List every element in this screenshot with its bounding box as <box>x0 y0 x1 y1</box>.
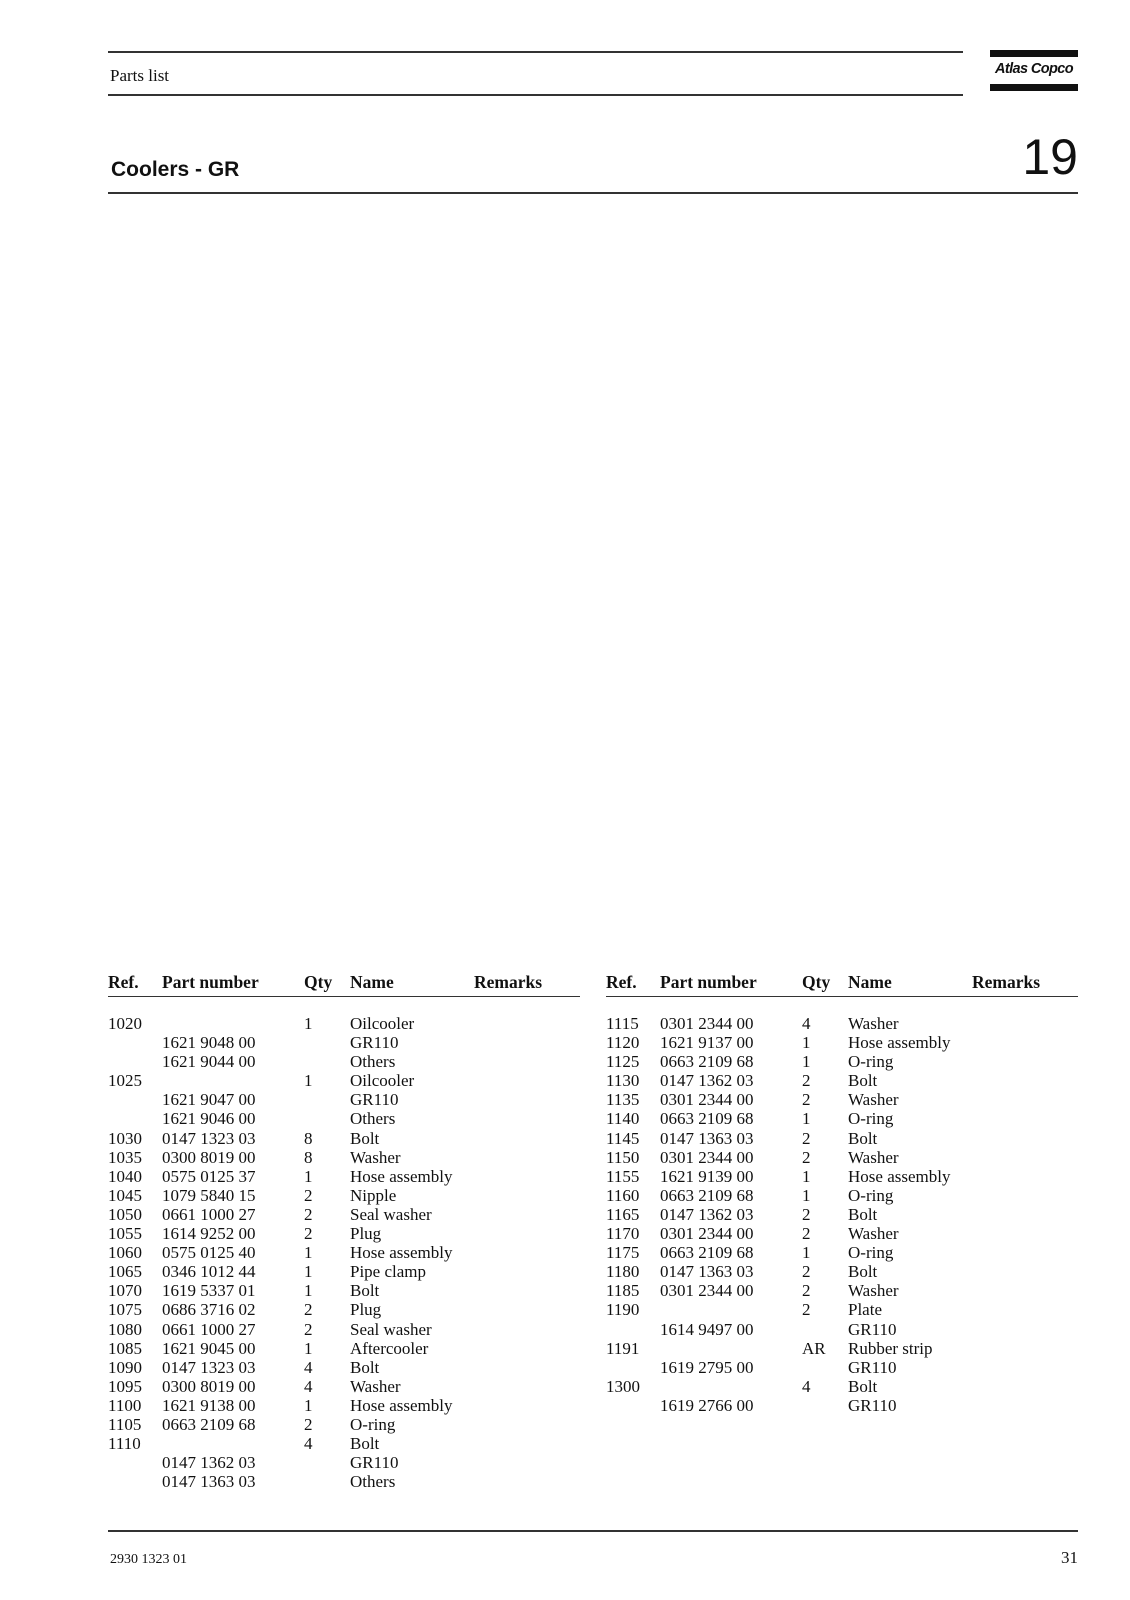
cell-ref: 1180 <box>606 1262 640 1282</box>
cell-qty: 1 <box>802 1185 811 1205</box>
cell-name: Seal washer <box>350 1319 432 1339</box>
title-rule <box>108 192 1078 194</box>
cell-part-number: 1621 9138 00 <box>162 1395 256 1415</box>
cell-name: Bolt <box>350 1357 380 1377</box>
table-row <box>606 1281 1078 1300</box>
table-row <box>606 1109 1078 1128</box>
cell-qty: 4 <box>304 1357 313 1377</box>
cell-part-number: 1621 9047 00 <box>162 1090 256 1110</box>
header-qty: Qty <box>802 972 831 992</box>
cell-qty: 1 <box>304 1395 313 1415</box>
cell-part-number: 0663 2109 68 <box>660 1185 754 1205</box>
cell-name: O-ring <box>848 1109 894 1129</box>
header-part-number: Part number <box>162 972 259 992</box>
cell-part-number: 0663 2109 68 <box>660 1109 754 1129</box>
cell-ref: 1040 <box>108 1166 142 1186</box>
cell-qty: 2 <box>304 1185 313 1205</box>
cell-name: Bolt <box>848 1376 878 1396</box>
cell-part-number: 1079 5840 15 <box>162 1185 256 1205</box>
cell-ref: 1020 <box>108 1014 142 1033</box>
cell-qty: 4 <box>802 1014 811 1033</box>
cell-part-number: 0147 1362 03 <box>660 1071 754 1091</box>
table-row <box>606 1377 1078 1396</box>
cell-qty: 2 <box>304 1300 313 1320</box>
cell-ref: 1110 <box>108 1434 141 1454</box>
table-row <box>108 1052 580 1071</box>
table-row <box>108 1033 580 1052</box>
cell-ref: 1100 <box>108 1395 142 1415</box>
table-row <box>108 1472 580 1491</box>
cell-name: Hose assembly <box>350 1243 453 1263</box>
cell-name: Washer <box>848 1224 899 1244</box>
table-row <box>606 1396 1078 1415</box>
cell-name: Hose assembly <box>350 1395 453 1415</box>
table-row <box>606 1014 1078 1033</box>
logo-wordmark: Atlas Copco <box>995 61 1073 77</box>
cell-ref: 1115 <box>606 1014 639 1033</box>
cell-ref: 1030 <box>108 1128 142 1148</box>
cell-name: Aftercooler <box>350 1338 429 1358</box>
table-row <box>108 1205 580 1224</box>
table-row <box>606 1339 1078 1358</box>
cell-part-number: 1621 9045 00 <box>162 1338 256 1358</box>
cell-qty: 2 <box>802 1090 811 1110</box>
cell-name: Washer <box>848 1090 899 1110</box>
cell-ref: 1120 <box>606 1033 640 1053</box>
cell-name: Bolt <box>350 1128 380 1148</box>
cell-part-number: 0147 1362 03 <box>162 1453 256 1473</box>
cell-qty: 2 <box>802 1128 811 1148</box>
cell-qty: 1 <box>802 1052 811 1072</box>
cell-name: Oilcooler <box>350 1071 415 1091</box>
cell-name: Washer <box>848 1147 899 1167</box>
chapter-number: 19 <box>1022 129 1078 185</box>
cell-part-number: 0147 1362 03 <box>660 1204 754 1224</box>
table-row <box>108 1071 580 1090</box>
cell-ref: 1055 <box>108 1224 142 1244</box>
cell-part-number: 1621 9046 00 <box>162 1109 256 1129</box>
cell-name: O-ring <box>350 1414 396 1434</box>
table-row <box>108 1014 580 1033</box>
cell-name: GR110 <box>350 1453 399 1473</box>
table-row <box>108 1186 580 1205</box>
cell-qty: 4 <box>304 1434 313 1454</box>
table-row <box>108 1453 580 1472</box>
cell-ref: 1050 <box>108 1204 142 1224</box>
cell-name: O-ring <box>848 1052 894 1072</box>
cell-qty: 1 <box>304 1243 313 1263</box>
cell-qty: 8 <box>304 1128 313 1148</box>
cell-name: Hose assembly <box>848 1033 951 1053</box>
cell-qty: 2 <box>304 1204 313 1224</box>
cell-name: Hose assembly <box>350 1166 453 1186</box>
cell-ref: 1045 <box>108 1185 142 1205</box>
cell-part-number: 0301 2344 00 <box>660 1147 754 1167</box>
cell-qty: 2 <box>802 1262 811 1282</box>
cell-name: Others <box>350 1109 396 1129</box>
footer-rule <box>108 1530 1078 1532</box>
table-row <box>108 1358 580 1377</box>
cell-part-number: 1619 5337 01 <box>162 1281 256 1301</box>
table-row <box>606 1033 1078 1052</box>
cell-name: Bolt <box>848 1071 878 1091</box>
cell-qty: 1 <box>802 1033 811 1053</box>
cell-name: Plug <box>350 1300 382 1320</box>
cell-part-number: 0301 2344 00 <box>660 1014 754 1033</box>
cell-part-number: 0147 1363 03 <box>660 1128 754 1148</box>
cell-ref: 1150 <box>606 1147 640 1167</box>
cell-qty: 1 <box>304 1262 313 1282</box>
header-part-number: Part number <box>660 972 757 992</box>
cell-ref: 1155 <box>606 1166 640 1186</box>
page-number: 31 <box>1061 1548 1078 1567</box>
section-label: Parts list <box>110 66 170 85</box>
cell-name: Washer <box>350 1147 401 1167</box>
cell-part-number: 0147 1363 03 <box>162 1472 256 1492</box>
cell-part-number: 1619 2795 00 <box>660 1357 754 1377</box>
table-row <box>606 1262 1078 1281</box>
cell-part-number: 0686 3716 02 <box>162 1300 256 1320</box>
cell-qty: 1 <box>304 1071 313 1091</box>
cell-ref: 1085 <box>108 1338 142 1358</box>
cell-ref: 1035 <box>108 1147 142 1167</box>
cell-qty: 8 <box>304 1147 313 1167</box>
logo-bottom-bar <box>990 84 1078 91</box>
cell-qty: 1 <box>304 1014 313 1033</box>
cell-qty: 2 <box>304 1414 313 1434</box>
header-name: Name <box>848 972 892 992</box>
cell-name: Washer <box>848 1281 899 1301</box>
table-row <box>606 1358 1078 1377</box>
cell-ref: 1075 <box>108 1300 142 1320</box>
cell-ref: 1070 <box>108 1281 142 1301</box>
document-number: 2930 1323 01 <box>110 1552 187 1567</box>
cell-qty: 1 <box>802 1166 811 1186</box>
cell-ref: 1170 <box>606 1224 640 1244</box>
cell-part-number: 0575 0125 40 <box>162 1243 256 1263</box>
cell-part-number: 0300 8019 00 <box>162 1376 256 1396</box>
table-row <box>606 1090 1078 1109</box>
cell-part-number: 0147 1323 03 <box>162 1128 256 1148</box>
cell-ref: 1095 <box>108 1376 142 1396</box>
table-row <box>108 1281 580 1300</box>
cell-qty: 2 <box>802 1147 811 1167</box>
cell-ref: 1105 <box>108 1414 142 1434</box>
cell-ref: 1080 <box>108 1319 142 1339</box>
cell-name: Oilcooler <box>350 1014 415 1033</box>
cell-name: Bolt <box>848 1204 878 1224</box>
header-ref: Ref. <box>606 972 637 992</box>
table-row <box>108 1148 580 1167</box>
cell-qty: 1 <box>304 1338 313 1358</box>
cell-qty: 1 <box>802 1243 811 1263</box>
cell-name: Bolt <box>350 1434 380 1454</box>
table-row <box>108 1300 580 1319</box>
table-row <box>108 1109 580 1128</box>
table-row <box>606 1129 1078 1148</box>
cell-ref: 1165 <box>606 1204 640 1224</box>
cell-name: Washer <box>848 1014 899 1033</box>
cell-qty: 2 <box>802 1071 811 1091</box>
table-row <box>108 1396 580 1415</box>
cell-qty: 2 <box>802 1224 811 1244</box>
cell-part-number: 0300 8019 00 <box>162 1147 256 1167</box>
table-row <box>108 1415 580 1434</box>
cell-ref: 1090 <box>108 1357 142 1377</box>
table-row <box>606 1243 1078 1262</box>
table-row <box>606 1167 1078 1186</box>
cell-qty: 2 <box>304 1319 313 1339</box>
table-row <box>108 1262 580 1281</box>
header-qty: Qty <box>304 972 333 992</box>
cell-qty: 4 <box>304 1376 313 1396</box>
cell-name: Plug <box>350 1224 382 1244</box>
table-header <box>108 972 580 997</box>
cell-part-number: 0301 2344 00 <box>660 1281 754 1301</box>
table-row <box>606 1300 1078 1319</box>
header-top-rule <box>108 51 963 53</box>
cell-name: Pipe clamp <box>350 1262 427 1282</box>
cell-ref: 1145 <box>606 1128 640 1148</box>
cell-part-number: 1619 2766 00 <box>660 1395 754 1415</box>
cell-ref: 1300 <box>606 1376 640 1396</box>
cell-qty: 2 <box>802 1281 811 1301</box>
cell-part-number: 0346 1012 44 <box>162 1262 256 1282</box>
cell-part-number: 1621 9048 00 <box>162 1033 256 1053</box>
atlas-copco-logo <box>990 50 1078 92</box>
header-ref: Ref. <box>108 972 139 992</box>
parts-table-left <box>108 972 580 1491</box>
cell-part-number: 0661 1000 27 <box>162 1204 256 1224</box>
cell-qty: 1 <box>304 1281 313 1301</box>
cell-ref: 1135 <box>606 1090 640 1110</box>
cell-ref: 1060 <box>108 1243 142 1263</box>
table-body <box>108 1014 580 1491</box>
cell-name: Bolt <box>848 1262 878 1282</box>
table-row <box>606 1052 1078 1071</box>
cell-part-number: 0147 1363 03 <box>660 1262 754 1282</box>
table-row <box>606 1186 1078 1205</box>
cell-ref: 1190 <box>606 1300 640 1320</box>
cell-qty: 2 <box>802 1204 811 1224</box>
cell-part-number: 1621 9139 00 <box>660 1166 754 1186</box>
cell-part-number: 0301 2344 00 <box>660 1090 754 1110</box>
cell-name: O-ring <box>848 1243 894 1263</box>
cell-name: Bolt <box>848 1128 878 1148</box>
table-row <box>108 1320 580 1339</box>
cell-name: Bolt <box>350 1281 380 1301</box>
cell-ref: 1185 <box>606 1281 640 1301</box>
cell-part-number: 0663 2109 68 <box>660 1052 754 1072</box>
cell-name: Others <box>350 1472 396 1492</box>
cell-ref: 1065 <box>108 1262 142 1282</box>
cell-name: Washer <box>350 1376 401 1396</box>
table-row <box>108 1129 580 1148</box>
page-title: Coolers - GR <box>111 158 240 181</box>
exploded-view-figure-area <box>108 210 1078 950</box>
table-row <box>108 1339 580 1358</box>
cell-part-number: 1614 9252 00 <box>162 1224 256 1244</box>
cell-name: GR110 <box>848 1395 897 1415</box>
table-row <box>606 1224 1078 1243</box>
header-remarks: Remarks <box>474 972 543 992</box>
table-row <box>108 1090 580 1109</box>
cell-part-number: 1614 9497 00 <box>660 1319 754 1339</box>
cell-ref: 1140 <box>606 1109 640 1129</box>
cell-ref: 1125 <box>606 1052 640 1072</box>
parts-table-right <box>606 972 1078 1415</box>
table-row <box>606 1205 1078 1224</box>
cell-part-number: 0663 2109 68 <box>660 1243 754 1263</box>
cell-name: GR110 <box>350 1033 399 1053</box>
cell-name: O-ring <box>848 1185 894 1205</box>
table-header <box>606 972 1078 997</box>
cell-part-number: 0147 1323 03 <box>162 1357 256 1377</box>
cell-name: Seal washer <box>350 1204 432 1224</box>
logo-top-bar <box>990 50 1078 57</box>
cell-part-number: 0301 2344 00 <box>660 1224 754 1244</box>
cell-name: GR110 <box>848 1319 897 1339</box>
cell-ref: 1130 <box>606 1071 640 1091</box>
header-bottom-rule <box>108 94 963 96</box>
cell-ref: 1175 <box>606 1243 640 1263</box>
cell-part-number: 1621 9137 00 <box>660 1033 754 1053</box>
cell-name: Others <box>350 1052 396 1072</box>
cell-ref: 1191 <box>606 1338 640 1358</box>
cell-name: GR110 <box>350 1090 399 1110</box>
cell-qty: 2 <box>802 1300 811 1320</box>
header-name: Name <box>350 972 394 992</box>
cell-name: Plate <box>848 1300 882 1320</box>
cell-qty: 4 <box>802 1376 811 1396</box>
cell-qty: AR <box>802 1338 826 1358</box>
table-row <box>606 1148 1078 1167</box>
cell-part-number: 0661 1000 27 <box>162 1319 256 1339</box>
header-remarks: Remarks <box>972 972 1041 992</box>
cell-part-number: 0575 0125 37 <box>162 1166 256 1186</box>
cell-name: Rubber strip <box>848 1338 933 1358</box>
table-row <box>108 1243 580 1262</box>
table-row <box>108 1377 580 1396</box>
table-row <box>606 1320 1078 1339</box>
table-row <box>108 1224 580 1243</box>
cell-part-number: 0663 2109 68 <box>162 1414 256 1434</box>
cell-name: Hose assembly <box>848 1166 951 1186</box>
cell-qty: 1 <box>304 1166 313 1186</box>
table-body <box>606 1014 1078 1415</box>
cell-ref: 1025 <box>108 1071 142 1091</box>
cell-part-number: 1621 9044 00 <box>162 1052 256 1072</box>
cell-qty: 2 <box>304 1224 313 1244</box>
cell-ref: 1160 <box>606 1185 640 1205</box>
cell-name: Nipple <box>350 1185 397 1205</box>
cell-qty: 1 <box>802 1109 811 1129</box>
table-row <box>108 1434 580 1453</box>
table-row <box>606 1071 1078 1090</box>
table-row <box>108 1167 580 1186</box>
cell-name: GR110 <box>848 1357 897 1377</box>
